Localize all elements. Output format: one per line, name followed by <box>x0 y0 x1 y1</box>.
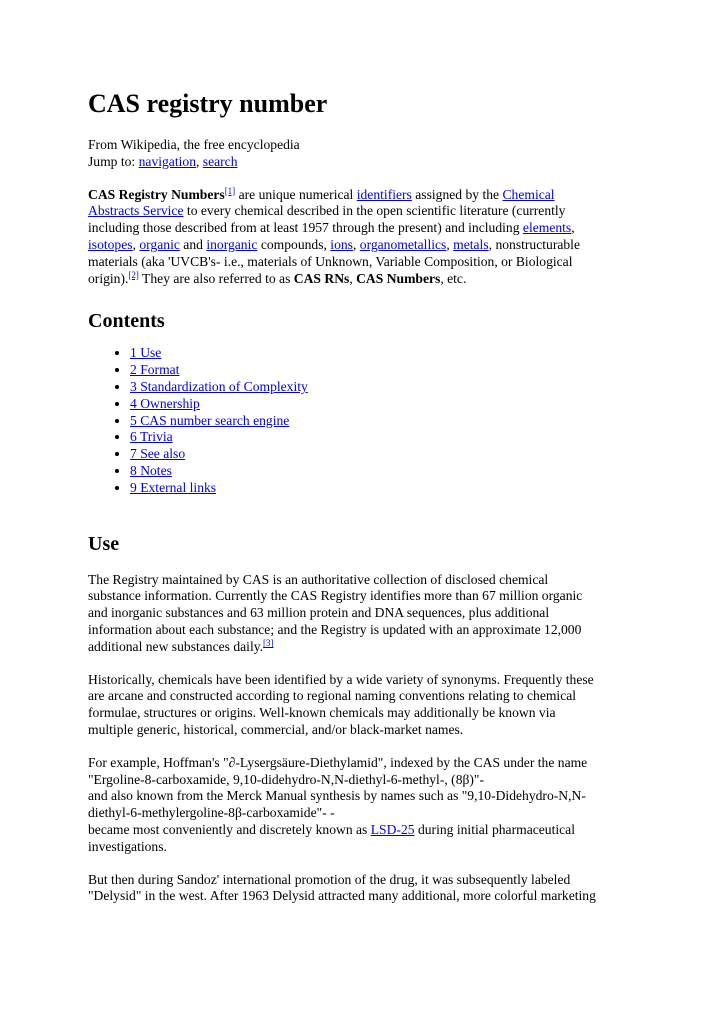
use-paragraph-2: Historically, chemicals have been identified by a wide variety of synonyms. Frequently these are arcane and constructed according to regional naming conventions relating to chemical formulae, structures or origins. Well-known chemicals may additionally be known via multiple generic, historical, commercial, and/or black-market names. <box>88 671 594 737</box>
toc-link-format[interactable]: 2 Format <box>130 362 180 378</box>
toc-link-notes[interactable]: 8 Notes <box>130 462 172 478</box>
toc-link-ownership[interactable]: 4 Ownership <box>130 395 200 411</box>
toc-item <box>130 413 679 430</box>
jump-links: Jump to: navigation, search <box>88 153 238 169</box>
toc-link-search-engine[interactable]: 5 CAS number search engine <box>130 412 290 428</box>
toc-item <box>130 463 679 480</box>
intro-paragraph: CAS Registry Numbers[1] are unique numerical identifiers assigned by the Chemical Abstracts Service to every chemical described in the open scientific literature (currently including those described from at least 1957 through the present) and including elements, isotopes, organic and inorganic compounds, ions, organometallics, metals, nonstructurable materials (aka 'UVCB's- i.e., materials of Unknown, Variable Composition, or Biological origin).[2] They are also referred to as CAS RNs, CAS Numbers, etc. <box>88 185 580 286</box>
jump-search-link[interactable]: search <box>202 153 238 169</box>
toc-item <box>130 362 679 379</box>
use-heading: Use <box>88 532 120 555</box>
toc-link-trivia[interactable]: 6 Trivia <box>130 429 173 445</box>
organometallics-link[interactable]: organometallics <box>359 236 447 252</box>
identifiers-link[interactable]: identifiers <box>356 186 412 202</box>
toc-link-see-also[interactable]: 7 See also <box>130 446 186 462</box>
lsd-25-link[interactable]: LSD-25 <box>370 821 415 837</box>
toc-link-external-links[interactable]: 9 External links <box>130 479 217 495</box>
table-of-contents <box>88 345 679 496</box>
ions-link[interactable]: ions <box>330 236 353 252</box>
use-paragraph-4: But then during Sandoz' international promotion of the drug, it was subsequently labeled "Delysid" in the west. After 1963 Delysid attracted many additional, more colorful marketing <box>88 871 596 904</box>
metals-link[interactable]: metals <box>453 236 489 252</box>
toc-item <box>130 446 679 463</box>
toc-item <box>130 480 679 497</box>
toc-item <box>130 396 679 413</box>
toc-link-use[interactable]: 1 Use <box>130 345 162 361</box>
contents-heading: Contents <box>88 310 165 333</box>
toc-item <box>130 379 679 396</box>
inorganic-link[interactable]: inorganic <box>206 236 258 252</box>
intro-term: CAS Registry Numbers <box>88 186 225 202</box>
toc-item <box>130 429 679 446</box>
ref-3-link[interactable]: [3] <box>263 637 274 648</box>
tagline: From Wikipedia, the free encyclopedia <box>88 137 300 152</box>
use-paragraph-3: For example, Hoffman's "∂-Lysergsäure-Diethylamid", indexed by the CAS under the name "Ergoline-8-carboxamide, 9,10-didehydro-N,N-diethyl-6-methyl-, (8β)"- and also known from the Merck Manual synthesis by names such as "9,10-Didehydro-N,N- diethyl-6-methylergoline-8β-carboxamide"- - became most conveniently and discretely known as LSD-25 during initial pharmaceutical investigations. <box>88 754 588 854</box>
cas-link-part2[interactable]: Abstracts Service <box>88 203 184 219</box>
ref-2-link[interactable]: [2] <box>128 269 139 280</box>
elements-link[interactable]: elements <box>522 220 572 236</box>
ref-1-link[interactable]: [1] <box>224 185 236 196</box>
toc-link-standardization[interactable]: 3 Standardization of Complexity <box>130 378 308 394</box>
page-title: CAS registry number <box>88 89 328 118</box>
toc-item <box>130 345 679 362</box>
use-paragraph-1: The Registry maintained by CAS is an authoritative collection of disclosed chemical substance information. Currently the CAS Registry identifies more than 67 million organic and inorganic substances and 63 million protein and DNA sequences, plus additional information about each substance; and the Registry is updated with an approximate 12,000 additional new substances daily.[3] <box>88 571 583 654</box>
organic-link[interactable]: organic <box>139 236 180 252</box>
jump-navigation-link[interactable]: navigation <box>138 153 196 169</box>
cas-link-part1[interactable]: Chemical <box>502 186 555 202</box>
isotopes-link[interactable]: isotopes <box>88 236 133 252</box>
